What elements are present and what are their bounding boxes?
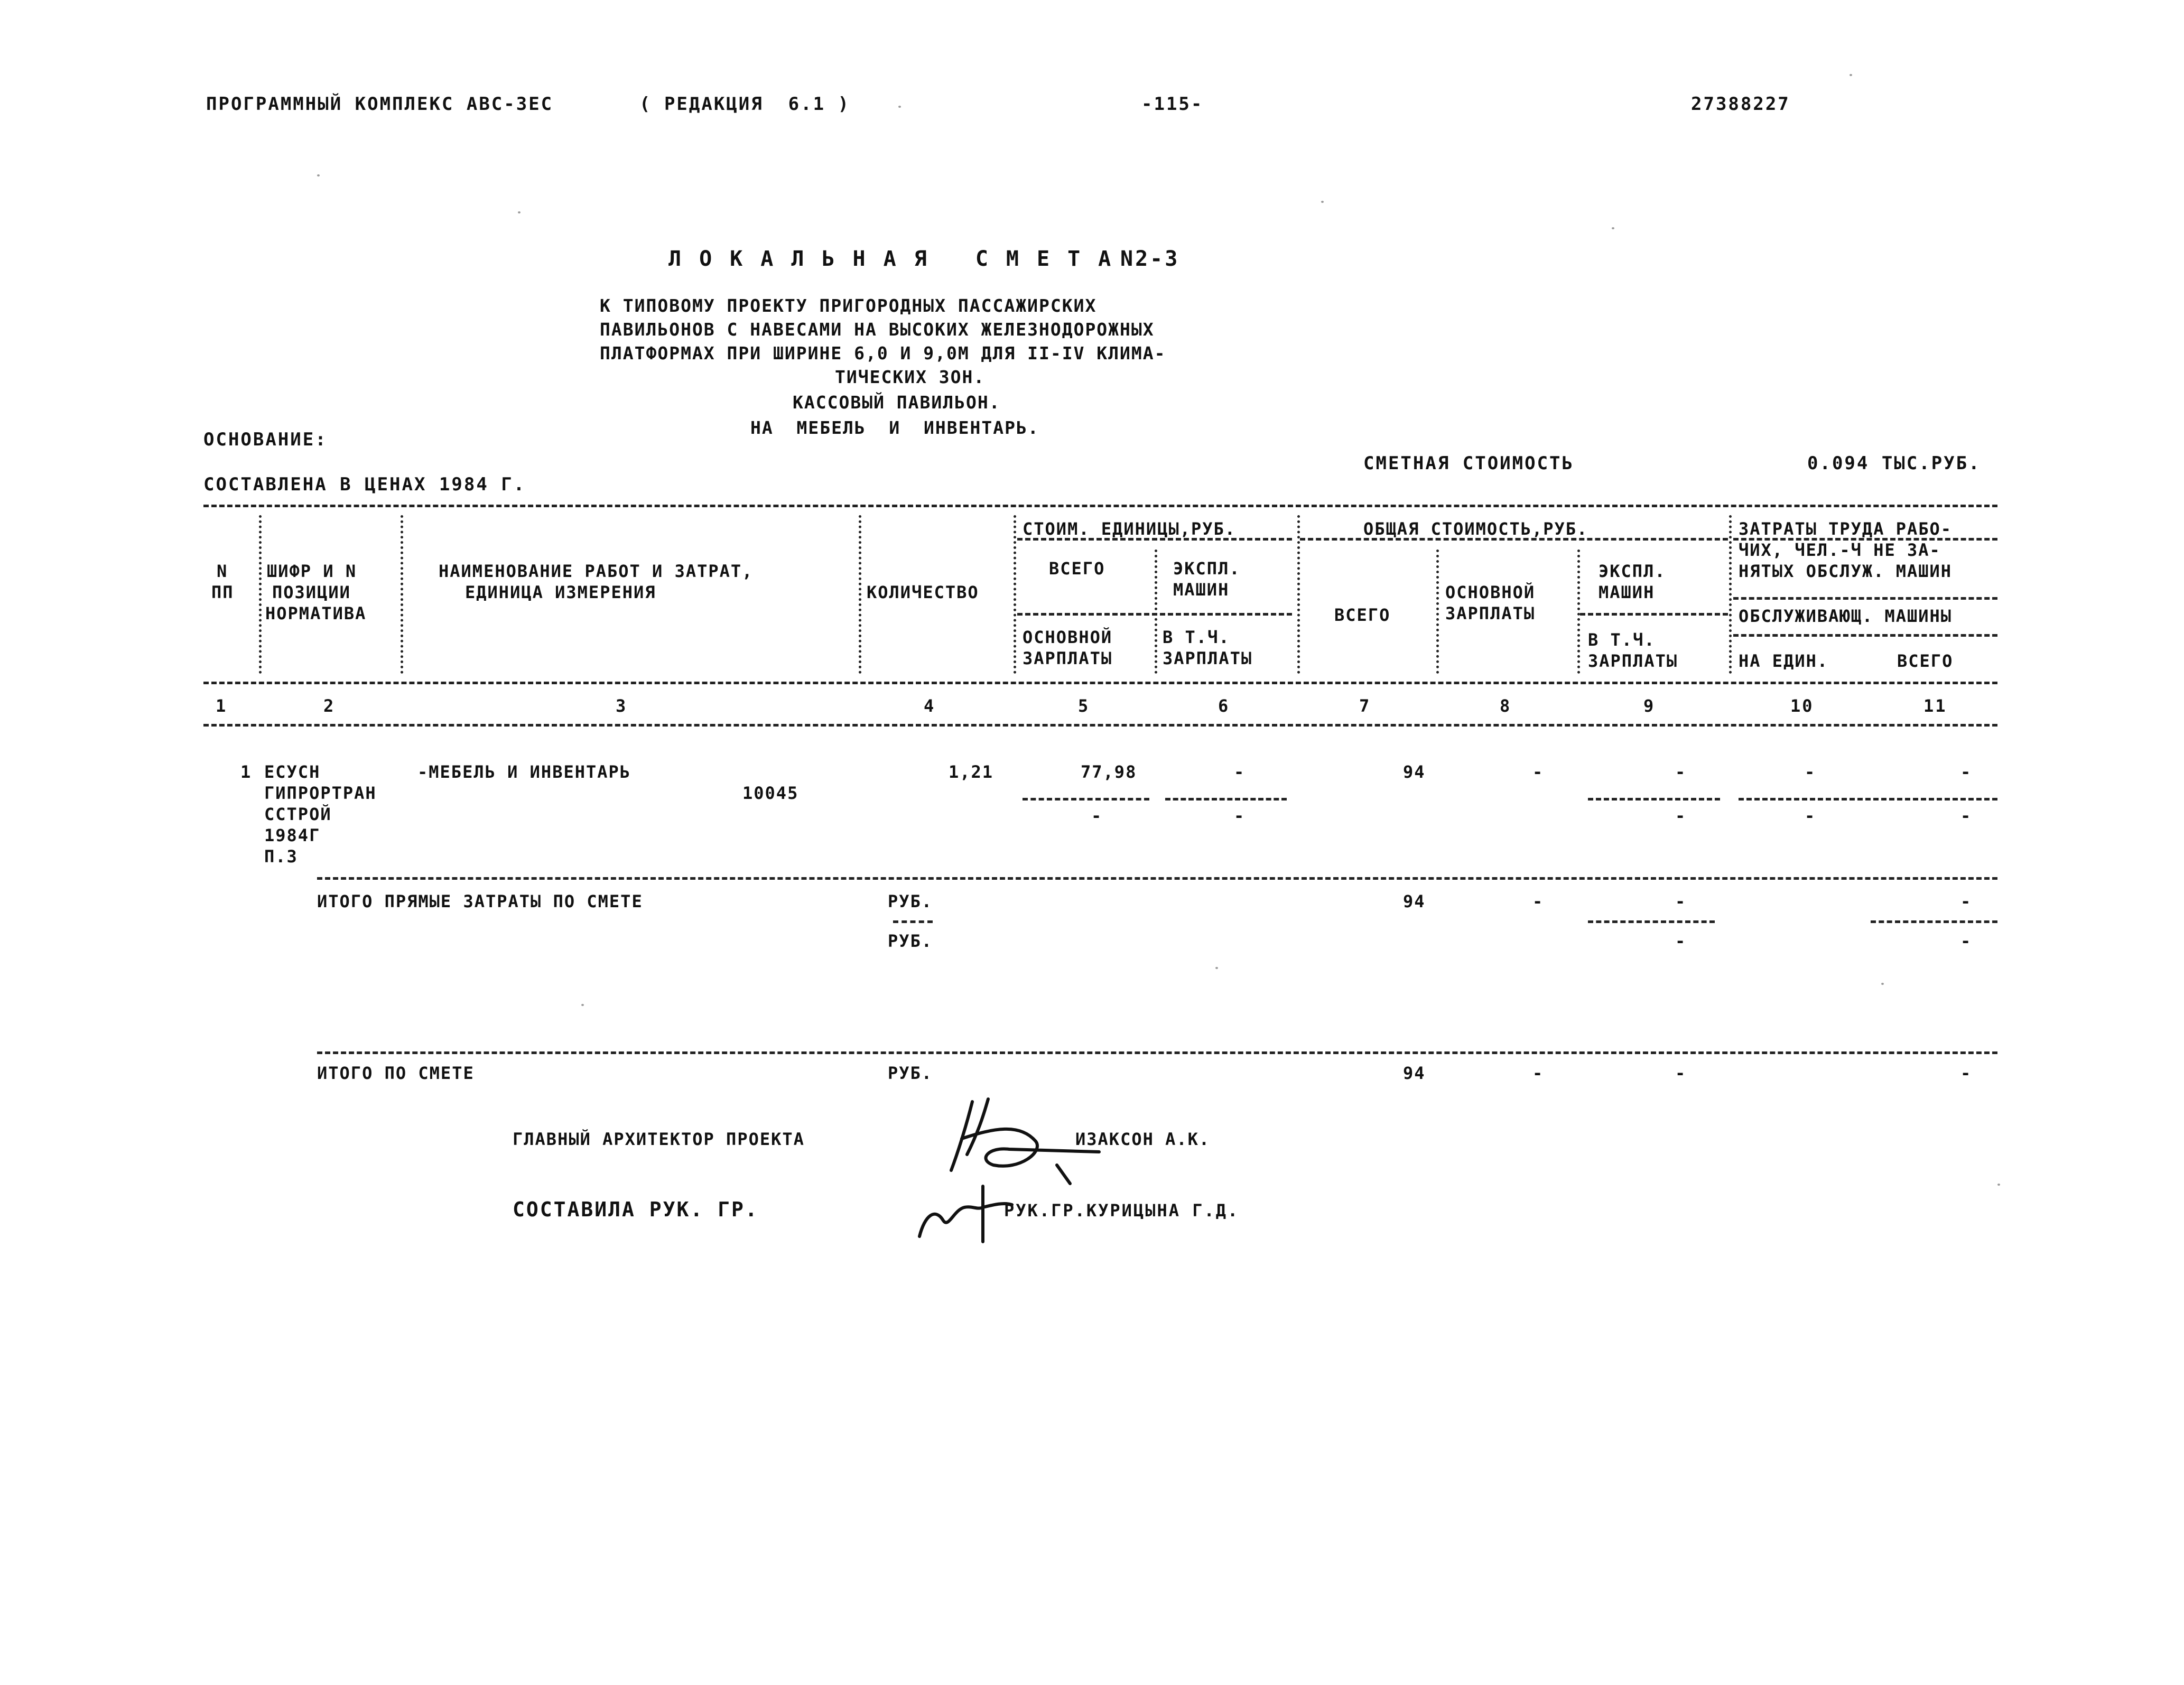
header-bottom-rule (203, 682, 1997, 684)
direct-total-value: 94 (1403, 891, 1426, 911)
hdr-code-2: ПОЗИЦИИ (272, 582, 351, 602)
row1-labor-total: - (1960, 762, 1972, 782)
hdr-name-2: ЕДИНИЦА ИЗМЕРЕНИЯ (465, 582, 656, 602)
hdr-total-machines-2: МАШИН (1598, 582, 1655, 602)
direct-total-labor: - (1960, 891, 1972, 911)
sub-rule-labor-2 (1733, 634, 1997, 637)
totals-rule (317, 1051, 1997, 1054)
row1-name: -МЕБЕЛЬ И ИНВЕНТАРЬ (417, 762, 631, 782)
col-sep-5 (1155, 550, 1157, 674)
scan-speck (1612, 227, 1614, 229)
cost-label: СМЕТНАЯ СТОИМОСТЬ (1363, 453, 1574, 474)
col-sep-6 (1297, 515, 1300, 674)
hdr-labor-3: НЯТЫХ ОБСЛУЖ. МАШИН (1739, 561, 1953, 581)
estimate-total-machines: - (1675, 1063, 1687, 1083)
hdr-unit-machines-2: МАШИН (1173, 580, 1230, 600)
scan-speck (1215, 967, 1218, 969)
numbers-bottom-rule (203, 724, 1997, 727)
direct-machines-rule (1588, 920, 1715, 923)
hdr-unit-wages-1: ОСНОВНОЙ (1023, 627, 1113, 647)
hdr-code-1: ШИФР И N (267, 561, 357, 581)
document-title: ЛОКАЛЬНАЯ СМЕТА (668, 247, 1129, 271)
colnum-10: 10 (1790, 696, 1814, 716)
subtitle-line-1: К ТИПОВОМУ ПРОЕКТУ ПРИГОРОДНЫХ ПАССАЖИРСКИХ (600, 295, 1097, 316)
col-sep-9 (1729, 515, 1732, 674)
direct-total-unit-2: РУБ. (888, 931, 933, 951)
hdr-unit-incl-2: ЗАРПЛАТЫ (1163, 648, 1253, 668)
estimate-total-label: ИТОГО ПО СМЕТЕ (317, 1063, 475, 1083)
col-sep-2 (401, 515, 403, 674)
scan-speck (1881, 983, 1884, 985)
hdr-total-wages-2: ЗАРПЛАТЫ (1445, 603, 1536, 623)
colnum-7: 7 (1359, 696, 1371, 716)
scan-speck (1997, 1184, 2000, 1186)
scan-speck (1850, 74, 1852, 76)
row1-code-5: П.3 (264, 846, 298, 867)
row1-sub-rule-3 (1588, 798, 1720, 800)
colnum-4: 4 (924, 696, 936, 716)
row1-unit-machines: - (1234, 762, 1246, 782)
hdr-name-1: НАИМЕНОВАНИЕ РАБОТ И ЗАТРАТ, (439, 561, 754, 581)
hdr-total-machines-1: ЭКСПЛ. (1598, 561, 1666, 581)
hdr-total-incl-1: В Т.Ч. (1588, 630, 1656, 650)
row1-unit-incl: - (1234, 806, 1246, 826)
hdr-pp: ПП (211, 582, 234, 602)
hdr-labor-serving: ОБСЛУЖИВАЮЩ. МАШИНЫ (1739, 606, 1953, 626)
composed-title: СОСТАВИЛА РУК. ГР. (513, 1198, 759, 1221)
row1-labor-unit: - (1805, 762, 1816, 782)
colnum-3: 3 (616, 696, 628, 716)
row1-sub-rule-1 (1023, 798, 1149, 800)
hdr-total-cost-group: ОБЩАЯ СТОИМОСТЬ,РУБ. (1363, 519, 1588, 539)
row1-code-2: ГИПРОРТРАН (264, 783, 377, 803)
composed-name: РУК.ГР.КУРИЦЫНА Г.Д. (1004, 1200, 1240, 1221)
row1-serv-unit: - (1805, 806, 1816, 826)
document-code: 27388227 (1691, 94, 1790, 115)
subtitle-line-5: КАССОВЫЙ ПАВИЛЬОН. (793, 392, 1001, 413)
row1-sub-rule-4 (1739, 798, 1997, 800)
edition: ( РЕДАКЦИЯ 6.1 ) (639, 94, 850, 115)
row1-incl: - (1675, 806, 1687, 826)
subtitle-line-4: ТИЧЕСКИХ ЗОН. (835, 367, 986, 387)
colnum-6: 6 (1218, 696, 1230, 716)
col-sep-7 (1436, 550, 1439, 674)
direct-total-machines: - (1675, 891, 1687, 911)
col-sep-4 (1014, 515, 1016, 674)
row1-wages: - (1532, 762, 1544, 782)
cost-value: 0.094 ТЫС.РУБ. (1807, 453, 1981, 474)
row1-bottom-rule (317, 877, 1997, 880)
basis-label: ОСНОВАНИЕ: (203, 429, 328, 450)
scan-speck (518, 211, 521, 213)
hdr-total-wages-1: ОСНОВНОЙ (1445, 582, 1536, 602)
scan-speck (898, 106, 901, 108)
hdr-labor-per-unit: НА ЕДИН. (1739, 651, 1829, 671)
row1-ref: 10045 (742, 783, 799, 803)
architect-name: ИЗАКСОН А.К. (1075, 1129, 1211, 1149)
colnum-8: 8 (1500, 696, 1512, 716)
direct-total-wages: - (1532, 891, 1544, 911)
scan-speck (581, 1004, 584, 1006)
row1-code-1: ЕСУСН (264, 762, 321, 782)
hdr-labor-total: ВСЕГО (1897, 651, 1954, 671)
estimate-total-labor: - (1960, 1063, 1972, 1083)
direct-serv-value: - (1960, 931, 1972, 951)
hdr-quantity: КОЛИЧЕСТВО (867, 582, 979, 602)
composer-signature (914, 1178, 1015, 1247)
col-sep-3 (859, 515, 861, 674)
estimate-total-value: 94 (1403, 1063, 1426, 1083)
subtitle-line-3: ПЛАТФОРМАХ ПРИ ШИРИНЕ 6,0 И 9,0М ДЛЯ II-IV КЛИМА- (600, 343, 1166, 364)
row1-machines: - (1675, 762, 1687, 782)
hdr-n: N (217, 561, 228, 581)
subtitle-line-6: НА МЕБЕЛЬ И ИНВЕНТАРЬ. (750, 417, 1039, 438)
row1-code-4: 1984Г (264, 825, 321, 845)
colnum-11: 11 (1923, 696, 1947, 716)
architect-signature (930, 1091, 1110, 1186)
hdr-total-incl-2: ЗАРПЛАТЫ (1588, 651, 1678, 671)
colnum-5: 5 (1078, 696, 1090, 716)
hdr-labor-1: ЗАТРАТЫ ТРУДА РАБО- (1739, 519, 1953, 539)
hdr-unit-total: ВСЕГО (1049, 558, 1105, 579)
subtitle-line-2: ПАВИЛЬОНОВ С НАВЕСАМИ НА ВЫСОКИХ ЖЕЛЕЗНОДОРОЖНЫХ (600, 319, 1155, 340)
row1-serv-total: - (1960, 806, 1972, 826)
col-sep-1 (259, 515, 262, 674)
row1-unit-wages: - (1091, 806, 1103, 826)
colnum-9: 9 (1643, 696, 1656, 716)
row1-code-3: ССТРОЙ (264, 804, 332, 824)
hdr-unit-wages-2: ЗАРПЛАТЫ (1023, 648, 1113, 668)
direct-incl-value: - (1675, 931, 1687, 951)
row1-unit-cost: 77,98 (1081, 762, 1137, 782)
row1-number: 1 (240, 762, 252, 782)
page-number: -115- (1141, 94, 1204, 115)
direct-rub-rule (893, 920, 933, 923)
hdr-code-3: НОРМАТИВА (265, 603, 367, 623)
hdr-labor-2: ЧИХ, ЧЕЛ.-Ч НЕ ЗА- (1739, 540, 1941, 560)
estimate-number: N2-3 (1120, 247, 1180, 271)
scan-speck (1321, 201, 1324, 203)
scan-speck (317, 174, 320, 176)
estimate-total-wages: - (1532, 1063, 1544, 1083)
hdr-unit-cost-group: СТОИМ. ЕДИНИЦЫ,РУБ. (1023, 519, 1237, 539)
row1-total: 94 (1403, 762, 1426, 782)
colnum-2: 2 (323, 696, 336, 716)
program-name: ПРОГРАММНЫЙ КОМПЛЕКС АВС-3ЕС (206, 94, 554, 115)
sub-rule-labor-1 (1733, 597, 1997, 600)
row1-sub-rule-2 (1165, 798, 1287, 800)
architect-title: ГЛАВНЫЙ АРХИТЕКТОР ПРОЕКТА (513, 1129, 805, 1149)
estimate-total-unit: РУБ. (888, 1063, 933, 1083)
hdr-unit-incl-1: В Т.Ч. (1163, 627, 1230, 647)
prices-basis: СОСТАВЛЕНА В ЦЕНАХ 1984 Г. (203, 474, 526, 495)
direct-labor-rule (1871, 920, 1997, 923)
hdr-total-all: ВСЕГО (1334, 605, 1391, 625)
colnum-1: 1 (216, 696, 228, 716)
col-sep-8 (1577, 550, 1580, 674)
table-top-rule (203, 505, 1997, 507)
direct-total-label: ИТОГО ПРЯМЫЕ ЗАТРАТЫ ПО СМЕТЕ (317, 891, 643, 911)
direct-total-unit: РУБ. (888, 891, 933, 911)
row1-quantity: 1,21 (949, 762, 994, 782)
sub-rule-machines (1580, 613, 1728, 616)
hdr-unit-machines-1: ЭКСПЛ. (1173, 558, 1241, 579)
